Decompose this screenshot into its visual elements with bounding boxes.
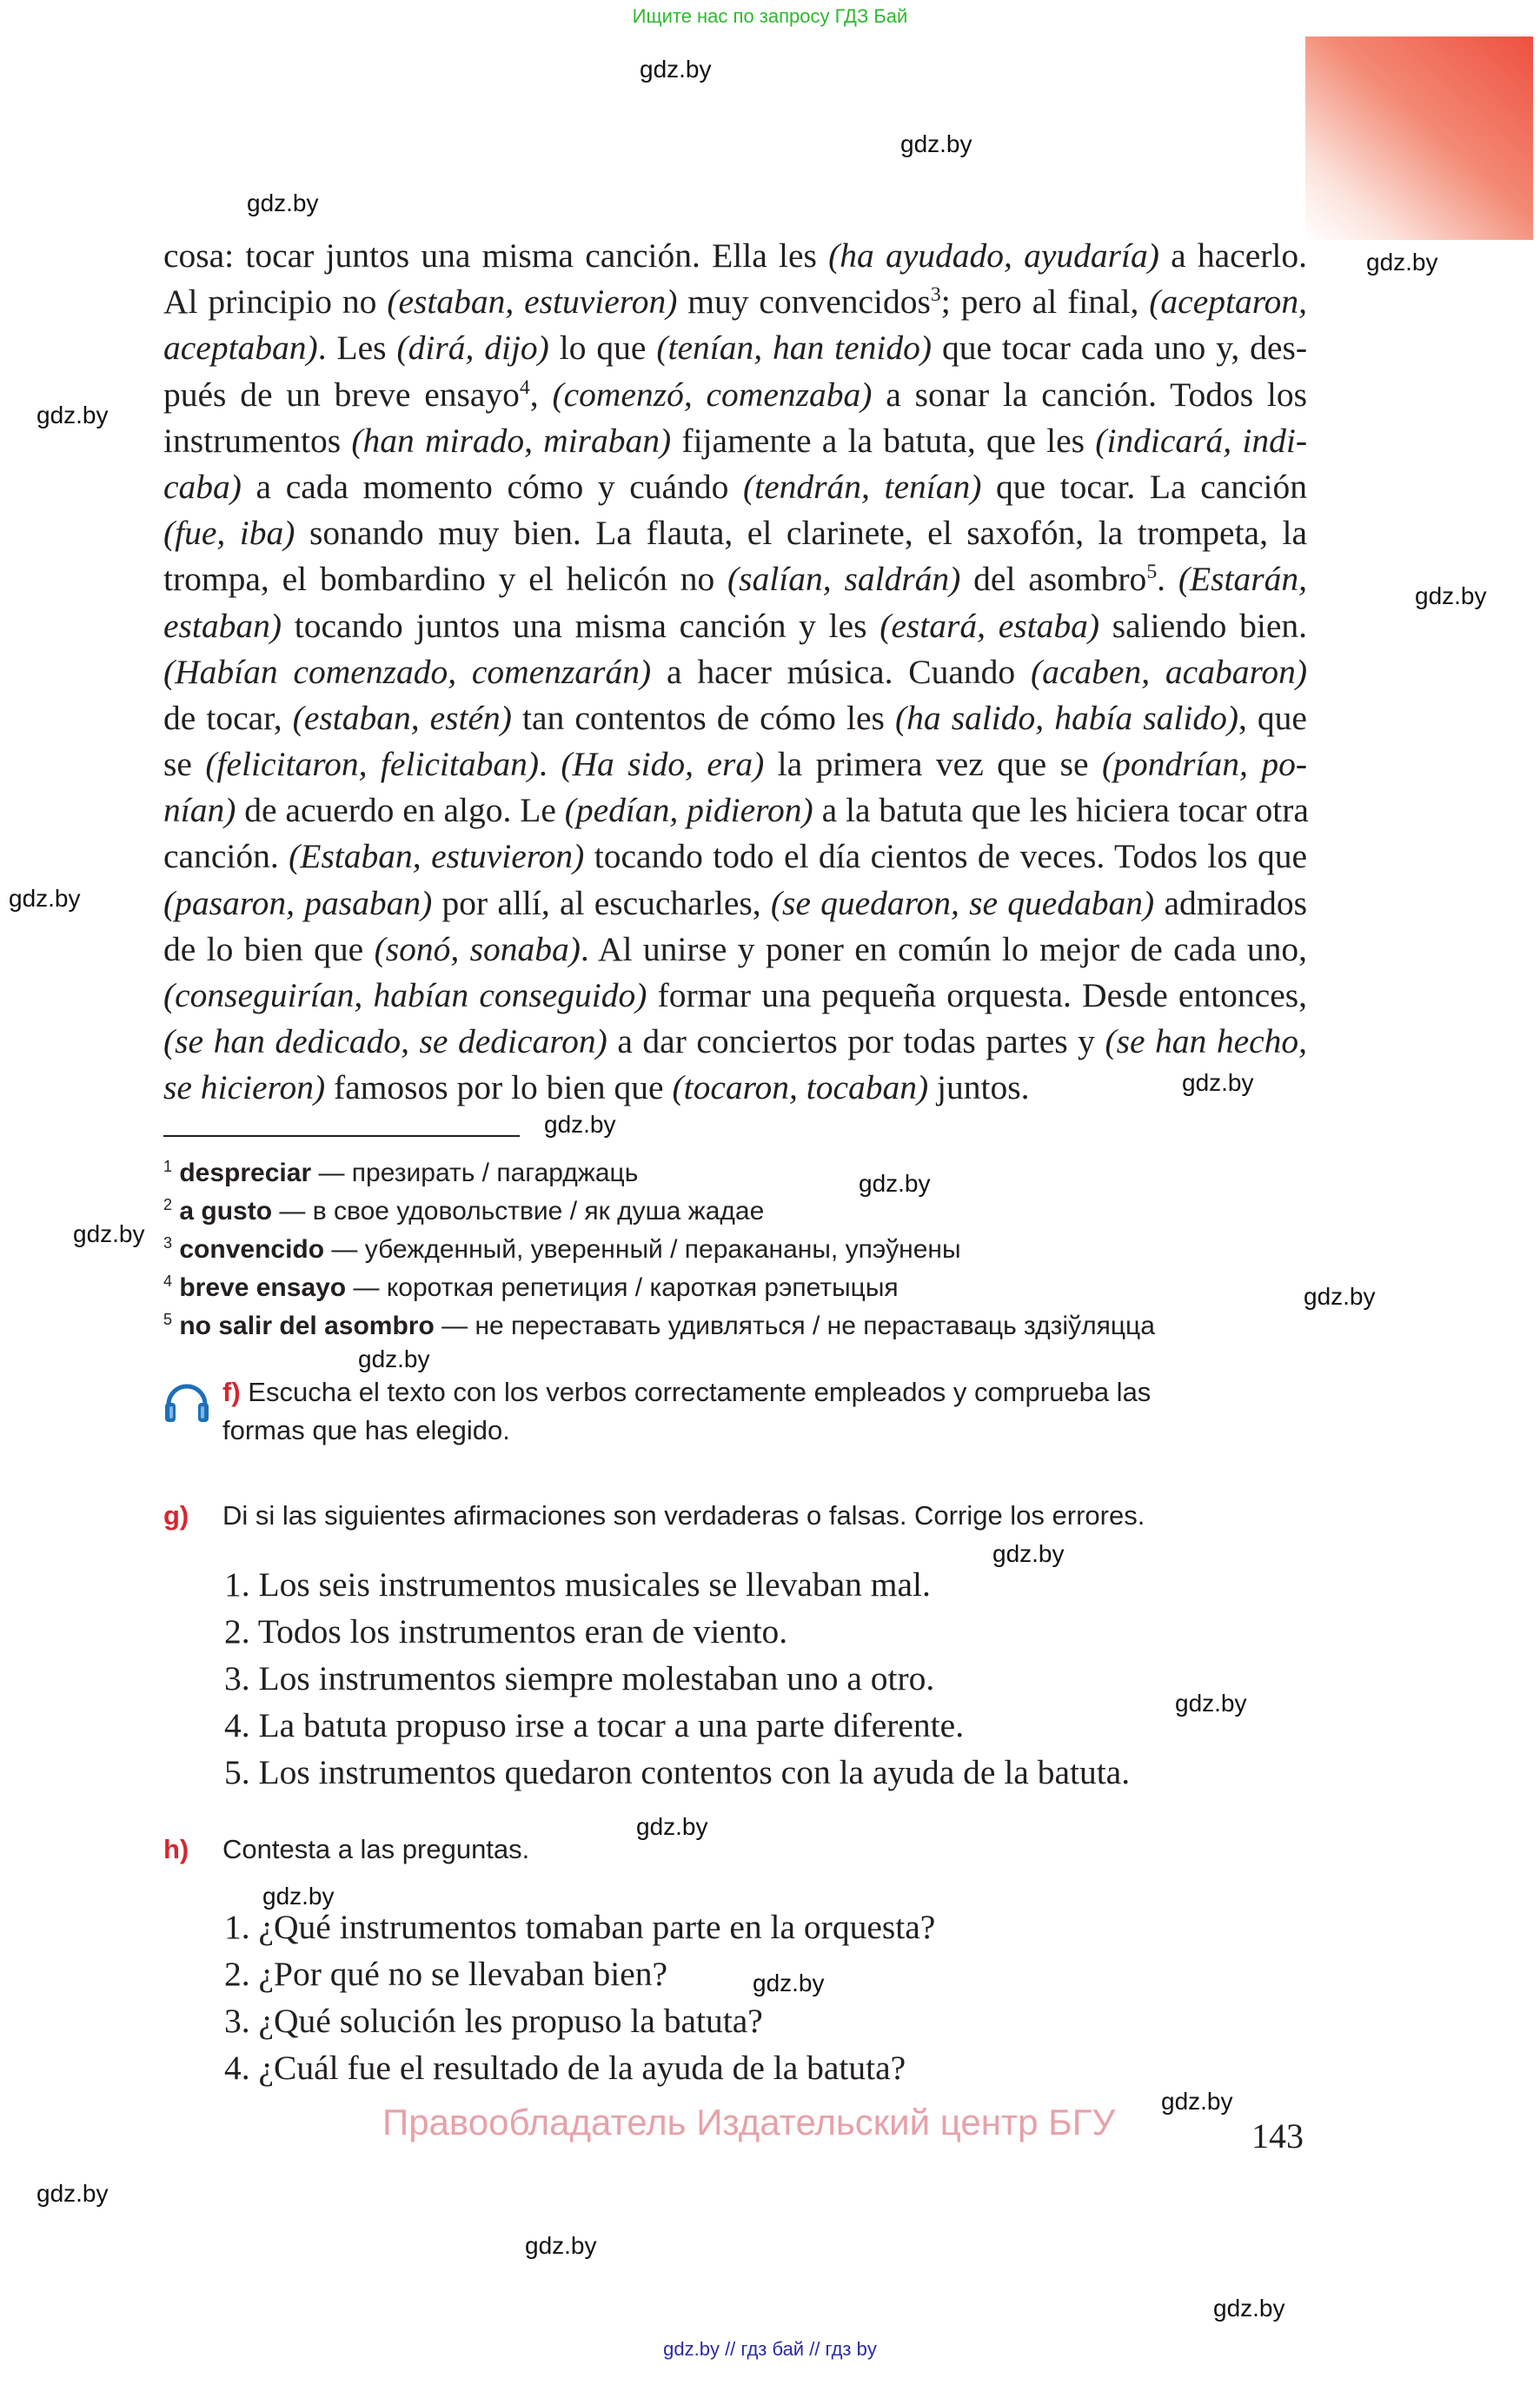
watermark: gdz.by [358, 1345, 430, 1372]
text-segment: a hacer música. Cuando [651, 652, 1031, 691]
text-segment: tocando todo el día cientos de veces. Todos los que [584, 837, 1308, 876]
text-line [163, 787, 1307, 834]
verb-options: (Estarán, [1178, 560, 1307, 599]
verb-options: (Estaban, estuvieron) [289, 837, 585, 876]
footnote-item: $^4$ breve ensayo — короткая репетиция / кароткая рэпетыцыя [163, 1272, 899, 1302]
text-segment: a sonar la canción. Todos los [872, 375, 1308, 414]
footnote-ref: 4 [519, 375, 530, 399]
list-item: 5. Los instrumentos quedaron contentos con la ayuda de la batuta. [224, 1753, 1131, 1791]
text-segment: tocando juntos una misma canción y les [282, 606, 880, 645]
watermark: gdz.by [525, 2232, 597, 2259]
text-line [163, 695, 1307, 741]
text-segment: ; pero al final, [940, 282, 1150, 322]
text-segment: muy convencidos [677, 282, 931, 322]
verb-options: (pondrían, po- [1102, 745, 1308, 784]
text-line [163, 973, 1307, 1019]
text-segment: tan contentos de cómo les [511, 698, 895, 737]
footnote-item: $^2$ a gusto — в свое удовольствие / як душа жадае [163, 1196, 765, 1226]
list-item: 3. ¿Qué solución les propuso la batuta? [224, 2002, 763, 2040]
verb-options: (dirá, dijo) [396, 329, 549, 368]
task-letter: f) [222, 1377, 241, 1407]
verb-options: (estará, estaba) [880, 606, 1100, 645]
text-segment: la primera vez que se [764, 745, 1103, 784]
verb-options: (se han dedicado, se dedicaron) [163, 1022, 607, 1061]
watermark: gdz.by [1415, 582, 1487, 609]
watermark: gdz.by [636, 1813, 708, 1840]
text-line [163, 880, 1307, 927]
list-item: 2. ¿Por qué no se llevaban bien? [224, 1955, 668, 1993]
text-line [163, 510, 1307, 556]
task-letter: g) [163, 1500, 189, 1531]
text-segment: a hacerlo. [1158, 236, 1308, 275]
page-number: 143 [1251, 2116, 1304, 2156]
text-line [163, 1019, 1307, 1065]
watermark: gdz.by [1366, 249, 1438, 276]
text-line [163, 325, 1307, 371]
watermark: gdz.by [9, 885, 81, 912]
verb-options: caba) [163, 467, 242, 506]
text-segment: Al principio no [163, 282, 388, 322]
text-segment: lo que [548, 329, 657, 368]
verb-options: (aceptaron, [1149, 282, 1307, 322]
text-segment: de acuerdo en algo. Le [236, 791, 565, 830]
watermark: gdz.by [1175, 1690, 1247, 1717]
text-segment: . [1157, 560, 1178, 599]
footnote-ref: 3 [930, 283, 941, 307]
verb-options: (se quedaron, se quedaban) [770, 883, 1155, 922]
text-line [163, 556, 1307, 602]
verb-options: (estaban, estuvieron) [387, 282, 678, 322]
copyright-notice: Правообладатель Издательский центр БГУ [382, 2102, 1116, 2143]
verb-options: (han mirado, miraban) [351, 421, 672, 460]
text-segment: fijamente a la batuta, que les [671, 421, 1096, 460]
text-segment: , que [1238, 698, 1307, 737]
text-segment: , [529, 375, 553, 414]
text-segment: a cada momento cómo y cuándo [241, 467, 743, 506]
text-segment: . [539, 745, 561, 784]
verb-options: (acaben, acabaron) [1031, 652, 1308, 691]
text-segment: trompa, el bombardino y el helicón no [163, 560, 728, 599]
verb-options: aceptaban) [163, 329, 318, 368]
text-segment: . Al unirse y poner en común lo mejor de cada uno, [580, 929, 1307, 968]
verb-options: (pedían, pidieron) [564, 791, 813, 830]
list-item: 3. Los instrumentos siempre molestaban uno a otro. [224, 1659, 935, 1697]
footnote-item: $^1$ despreciar — презирать / пагарджаць [163, 1158, 639, 1187]
verb-options: (Ha sido, era) [561, 745, 765, 784]
text-segment: famosos por lo bien que [325, 1068, 673, 1107]
watermark: gdz.by [247, 189, 319, 216]
watermark: gdz.by [753, 1970, 825, 1996]
list-item: 1. Los seis instrumentos musicales se llevaban mal. [224, 1565, 931, 1604]
top-note: Ищите нас по запросу ГДЗ Бай [632, 5, 908, 27]
task-letter: h) [163, 1834, 189, 1864]
text-line [163, 464, 1307, 510]
verb-options: (conseguirían, habían conseguido) [163, 976, 647, 1014]
watermark: gdz.by [992, 1540, 1065, 1567]
verb-options: (tenían, han tenido) [656, 329, 933, 368]
task-h: h) Contesta a las preguntas. [163, 1830, 529, 1869]
corner-decoration [1305, 37, 1533, 240]
text-segment: por allí, al escucharles, [432, 883, 771, 922]
verb-options: (Habían comenzado, comenzarán) [163, 652, 652, 691]
watermark: gdz.by [1182, 1069, 1254, 1096]
task-f: f) Escucha el texto con los verbos correctamente empleados y comprueba las formas que has elegido. [222, 1377, 1152, 1445]
verb-options: (ha salido, había salido) [894, 698, 1238, 737]
text-line [163, 927, 1307, 973]
footnote-item: $^3$ convencido — убежденный, уверенный / перакананы, упэўнены [163, 1234, 961, 1264]
verb-options: (sonó, sonaba) [374, 929, 581, 968]
text-segment: admirados [1154, 883, 1307, 922]
text-segment: saliendo bien. [1099, 606, 1308, 645]
text-segment: que tocar cada uno y, des- [932, 329, 1307, 368]
list-item: 1. ¿Qué instrumentos tomaban parte en la orquesta? [224, 1908, 936, 1946]
watermark: gdz.by [73, 1220, 145, 1247]
verb-options: (pasaron, pasaban) [163, 883, 433, 922]
text-line [163, 233, 1307, 279]
text-segment: de lo bien que [163, 929, 375, 968]
text-segment: . Les [317, 329, 397, 368]
task-g-list [224, 1561, 1130, 1796]
verb-options: (se han hecho, [1105, 1022, 1308, 1061]
task-g: g) Di si las siguientes afirmaciones son verdaderas o falsas. Corrige los errores. [163, 1497, 1145, 1535]
text-line [163, 741, 1307, 787]
verb-options: (comenzó, comenzaba) [552, 375, 873, 414]
verb-options: se hicieron) [163, 1068, 326, 1107]
text-segment: instrumentos [163, 421, 352, 460]
text-segment: juntos. [928, 1068, 1030, 1107]
text-segment: que tocar. La canción [981, 467, 1308, 506]
verb-options: (tocaron, tocaban) [672, 1068, 929, 1107]
task-h-list [224, 1903, 935, 2091]
watermark: gdz.by [1304, 1283, 1376, 1310]
verb-options: (estaban, estén) [292, 698, 512, 737]
text-segment: pués de un breve ensayo [163, 375, 520, 414]
footnote-divider [163, 1135, 520, 1137]
text-segment: sonando muy bien. La flauta, el clarinete, el saxofón, la trompeta, la [295, 514, 1307, 553]
verb-options: (felicitaron, felicitaban) [205, 745, 540, 784]
headphones-icon[interactable] [162, 1375, 212, 1425]
verb-options: (ha ayudado, ayudaría) [828, 236, 1159, 275]
watermark: gdz.by [37, 402, 109, 429]
text-line [163, 418, 1307, 464]
bottom-note: gdz.by // гдз бай // гдз by [663, 2338, 877, 2360]
text-segment: cosa: tocar juntos una misma canción. Ella les [163, 236, 829, 275]
text-line [163, 372, 1307, 418]
watermark: gdz.by [640, 56, 712, 83]
text-line [163, 834, 1307, 880]
text-segment: formar una pequeña orquesta. Desde entonces, [647, 976, 1307, 1014]
verb-options: (fue, iba) [163, 514, 295, 553]
text-segment: canción. [163, 837, 289, 876]
text-segment: a la batuta que les hiciera tocar otra [813, 791, 1309, 830]
text-line [163, 603, 1307, 649]
story-paragraph [163, 233, 1307, 1112]
verb-options: nían) [163, 791, 236, 830]
list-item: 2. Todos los instrumentos eran de viento. [224, 1612, 788, 1651]
verb-options: (tendrán, tenían) [742, 467, 982, 506]
watermark: gdz.by [1161, 2088, 1233, 2115]
footnote-item: $^5$ no salir del asombro — не переставать удивляться / не пераставаць здзіўляцца [163, 1311, 1155, 1340]
watermark: gdz.by [859, 1170, 931, 1197]
text-line [163, 279, 1307, 325]
verb-options: (indicará, indi- [1095, 421, 1308, 460]
watermark: gdz.by [900, 130, 972, 157]
text-line [163, 1065, 1307, 1111]
watermark: gdz.by [37, 2180, 109, 2207]
text-segment: se [163, 745, 206, 784]
footnote-ref: 5 [1146, 561, 1158, 584]
text-segment: a dar conciertos por todas partes y [607, 1022, 1105, 1061]
verb-options: estaban) [163, 606, 282, 645]
watermark: gdz.by [1213, 2295, 1285, 2322]
watermark: gdz.by [262, 1883, 335, 1910]
verb-options: (salían, saldrán) [727, 560, 961, 599]
text-line [163, 649, 1307, 695]
footnotes [163, 1154, 1311, 1345]
list-item: 4. ¿Cuál fue el resultado de la ayuda de la batuta? [224, 2049, 906, 2087]
watermark: gdz.by [544, 1111, 616, 1138]
list-item: 4. La batuta propuso irse a tocar a una parte diferente. [224, 1706, 965, 1744]
text-segment: del asombro [960, 560, 1147, 599]
text-segment: de tocar, [163, 698, 293, 737]
